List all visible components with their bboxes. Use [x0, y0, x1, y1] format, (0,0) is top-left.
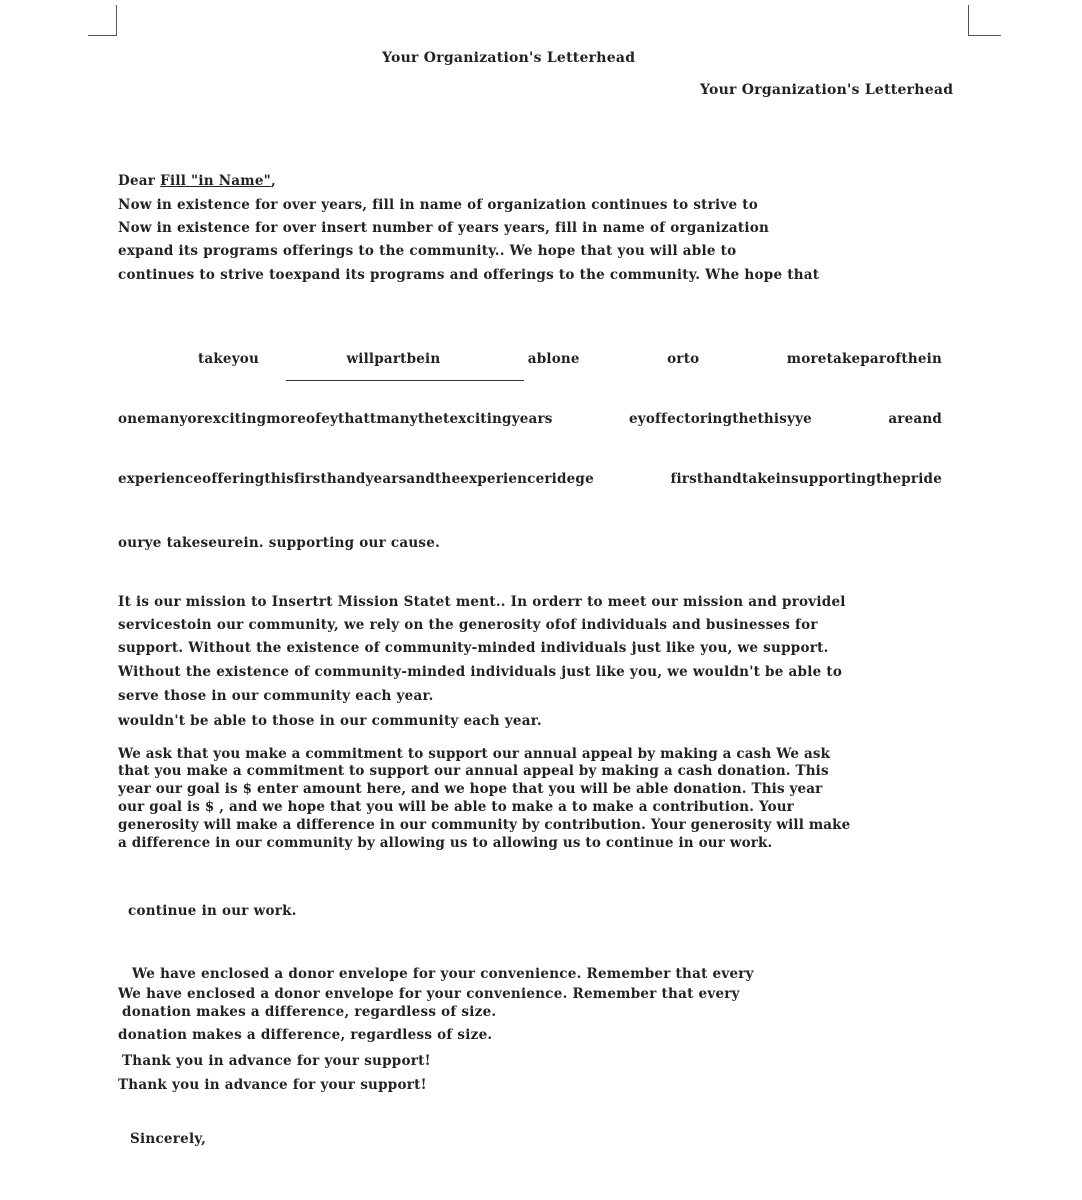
salutation-suffix: ,	[270, 173, 276, 189]
para1-line4: continues to strive toexpand its programs and offerings to the community. Whe hope that	[118, 267, 820, 283]
para6-line3: donation makes a difference, regardless of size.	[122, 1004, 497, 1020]
letterhead-center: Your Organization's Letterhead	[382, 50, 636, 66]
para4-line3: year our goal is $ enter amount here, and we hope that you will be able donation. This year	[118, 781, 823, 797]
spread-word: moretakeparofthein	[786, 351, 942, 367]
para4-line4: our goal is $ , and we hope that you will be able to make a to make a contribution. Your	[118, 799, 794, 815]
spread-word: willpartbein	[346, 351, 441, 367]
spread-word: ablone	[527, 351, 580, 367]
para4-line5: generosity will make a difference in our community by contribution. Your generosity will make	[118, 817, 851, 833]
crop-mark-top-right	[968, 5, 1001, 36]
para5-line1: continue in our work.	[128, 903, 297, 919]
para3-line4: Without the existence of community-minded individuals just like you, we wouldn't be able to	[118, 664, 843, 680]
fill-in-underline	[286, 380, 524, 381]
para3-line6: wouldn't be able to those in our community each year.	[118, 713, 542, 729]
para3-line2: servicestoin our community, we rely on the generosity ofof individuals and businesses for	[118, 617, 818, 633]
letterhead-right: Your Organization's Letterhead	[700, 82, 954, 98]
spread-word: experienceofferingthisfirsthandyearsandtheexperienceridege	[118, 471, 594, 487]
spread-word: onemanyorexcitingmoreofeythattmanythetexcitingyears	[118, 411, 553, 427]
spread-word: areand	[888, 411, 942, 427]
salutation-prefix: Dear	[118, 173, 156, 189]
para6-line2: We have enclosed a donor envelope for your convenience. Remember that every	[118, 986, 740, 1002]
salutation-name-field: Fill "in Name"	[160, 173, 271, 189]
spread-word: takeyou	[198, 351, 259, 367]
closing-thanks-1: Thank you in advance for your support!	[122, 1053, 431, 1069]
spread-word: orto	[667, 351, 700, 367]
spread-word: firsthandtakeinsupportingthepride	[670, 471, 942, 487]
salutation	[118, 173, 276, 189]
para3-line1: It is our mission to Insertrt Mission Statet ment.. In orderr to meet our mission and providel	[118, 594, 846, 610]
closing-thanks-2: Thank you in advance for your support!	[118, 1077, 427, 1093]
para6-line1: We have enclosed a donor envelope for your convenience. Remember that every	[132, 966, 754, 982]
para6-line4: donation makes a difference, regardless of size.	[118, 1027, 493, 1043]
spread-word: eyoffectoringthethisyye	[629, 411, 812, 427]
para1-line1: Now in existence for over years, fill in name of organization continues to strive to	[118, 197, 759, 213]
crop-mark-top-left	[88, 5, 117, 36]
para3-line3: support. Without the existence of community-minded individuals just like you, we support.	[118, 640, 829, 656]
para1-line3: expand its programs offerings to the community.. We hope that you will able to	[118, 243, 737, 259]
spread-row-3	[118, 471, 942, 487]
closing-signoff: Sincerely,	[130, 1131, 207, 1147]
para4-line1: We ask that you make a commitment to support our annual appeal by making a cash We ask	[118, 746, 831, 762]
para4-line6: a difference in our community by allowing us to allowing us to continue in our work.	[118, 835, 773, 851]
spread-row-2	[118, 411, 942, 427]
para4-line2: that you make a commitment to support our annual appeal by making a cash donation. This	[118, 763, 829, 779]
para2-line1: ourye takeseurein. supporting our cause.	[118, 535, 441, 551]
para3-line5: serve those in our community each year.	[118, 688, 434, 704]
para1-line2: Now in existence for over insert number of years years, fill in name of organization	[118, 220, 770, 236]
spread-row-1	[198, 351, 942, 367]
